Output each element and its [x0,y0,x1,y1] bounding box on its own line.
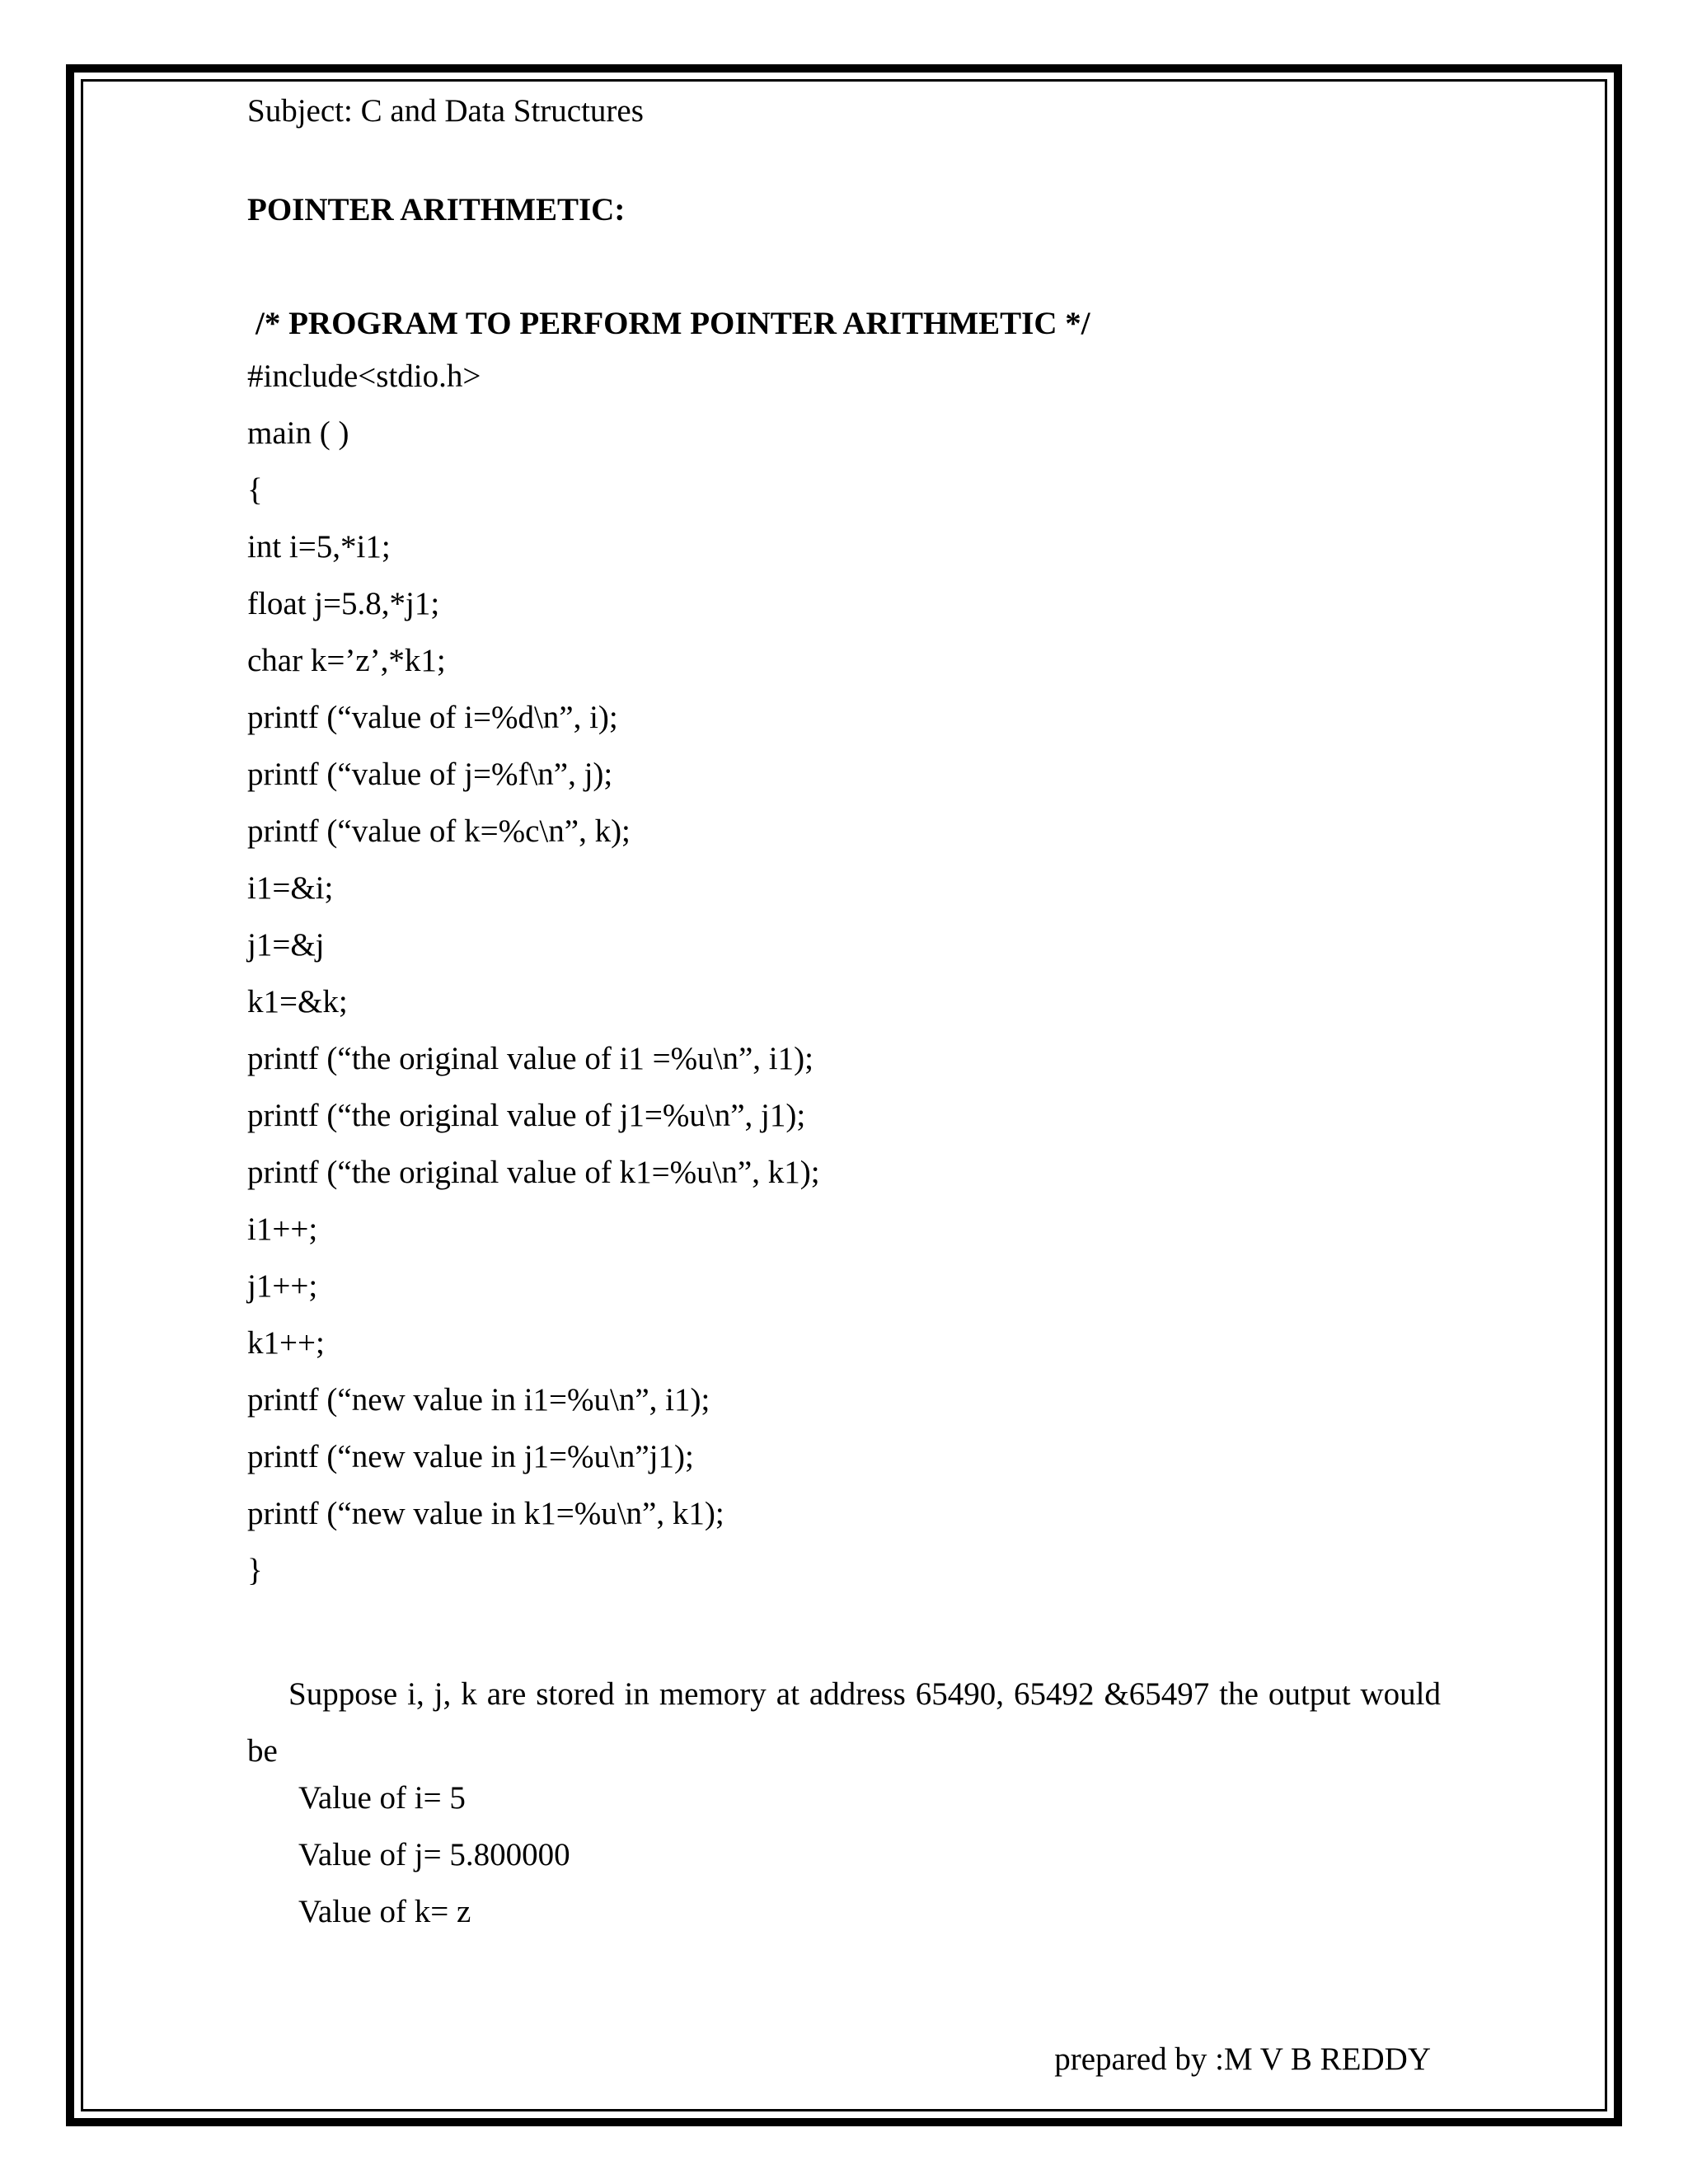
code-line: printf (“value of i=%d\n”, i); [247,700,618,735]
code-line: i1++; [247,1212,318,1247]
prepared-by-footer: prepared by :M V B REDDY [1054,2041,1431,2077]
code-line: k1=&k; [247,984,348,1019]
explanation-paragraph: Suppose i, j, k are stored in memory at address 65490, 65492 &65497 the output would be [247,1676,1441,1769]
output-line: Value of i= 5 [298,1780,466,1816]
code-line: printf (“new value in i1=%u\n”, i1); [247,1382,710,1418]
code-line: printf (“the original value of j1=%u\n”, j1); [247,1098,806,1133]
code-line: float j=5.8,*j1; [247,586,440,621]
output-line: Value of j= 5.800000 [298,1837,570,1872]
code-listing [247,358,1441,1590]
code-line: printf (“new value in k1=%u\n”, k1); [247,1496,724,1531]
subject-line: Subject: C and Data Structures [247,93,644,129]
code-line: int i=5,*i1; [247,529,391,565]
code-line: printf (“the original value of k1=%u\n”, k1); [247,1155,820,1190]
code-line: #include<stdio.h> [247,359,481,394]
output-line: Value of k= z [298,1894,471,1929]
code-line: printf (“value of j=%f\n”, j); [247,757,613,792]
code-line: } [247,1553,263,1588]
section-title: POINTER ARITHMETIC: [247,192,626,227]
code-line: printf (“the original value of i1 =%u\n”, i1); [247,1041,814,1076]
code-line: j1=&j [247,927,325,963]
output-listing [247,1779,1441,1931]
code-line: printf (“new value in j1=%u\n”j1); [247,1439,694,1474]
program-title: /* PROGRAM TO PERFORM POINTER ARITHMETIC */ [256,306,1090,341]
code-line: k1++; [247,1325,325,1361]
code-line: printf (“value of k=%c\n”, k); [247,813,631,849]
code-line: i1=&i; [247,870,334,906]
code-line: j1++; [247,1268,318,1304]
document-body [247,92,1441,1931]
code-line: char k=’z’,*k1; [247,643,446,678]
code-line: main ( ) [247,415,349,451]
code-line: { [247,472,263,508]
